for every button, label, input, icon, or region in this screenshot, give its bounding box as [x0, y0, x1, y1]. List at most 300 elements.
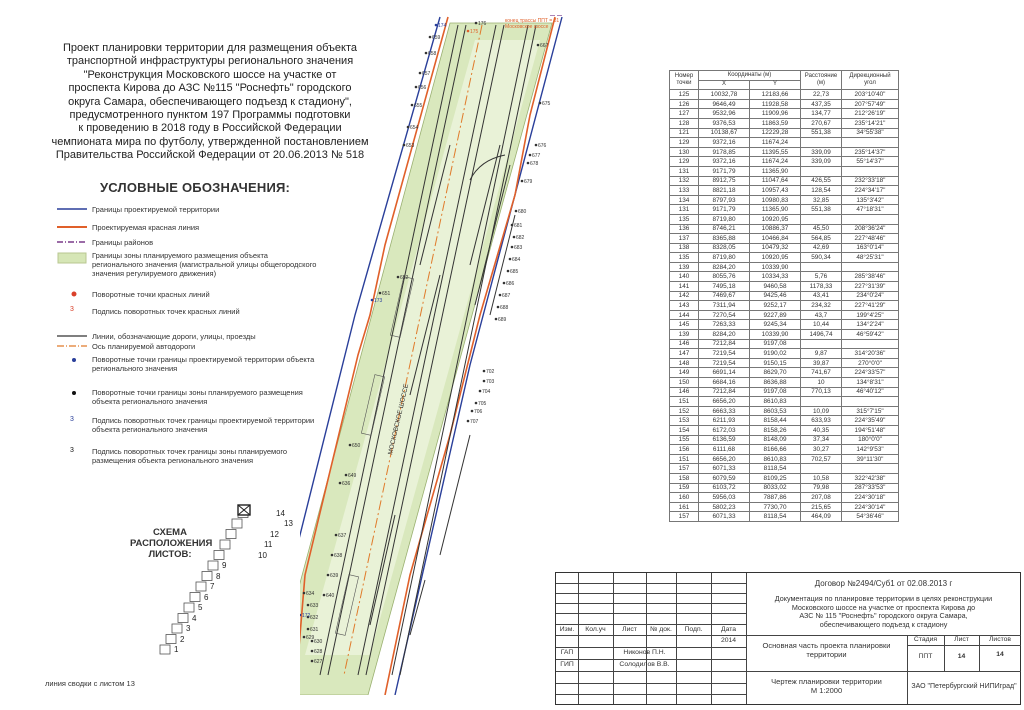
table-cell: 224°34'17": [842, 186, 899, 196]
legend-symbol-district-boundary: [57, 239, 87, 245]
table-cell: [842, 262, 899, 272]
table-cell: [801, 397, 842, 407]
map-point-label: 636: [342, 481, 351, 487]
table-cell: 132: [670, 176, 699, 186]
table-cell: 55°14'37": [842, 157, 899, 167]
table-cell: 151: [670, 397, 699, 407]
sheet-box: [184, 603, 194, 612]
table-row: [670, 473, 899, 483]
table-row: [670, 262, 899, 272]
table-cell: 7212,84: [699, 339, 750, 349]
table-cell: 6656,20: [699, 397, 750, 407]
map-point: [467, 420, 470, 423]
name-gap: Никонов П.Н.: [623, 649, 666, 656]
map-point: [331, 554, 334, 557]
table-cell: 163°0'14": [842, 243, 899, 253]
table-cell: 6071,33: [699, 464, 750, 474]
table-cell: 9190,02: [750, 349, 801, 359]
map-point-label: 679: [524, 179, 533, 185]
table-cell: 142: [670, 291, 699, 301]
table-cell: 30,27: [801, 445, 842, 455]
legend-text-project-boundary: Границы проектируемой территории: [92, 205, 220, 214]
table-row: [670, 493, 899, 503]
table-row: [670, 272, 899, 282]
organization: ЗАО "Петербургский НИПИград": [911, 683, 1017, 690]
table-cell: 10,58: [801, 473, 842, 483]
table-cell: 129: [670, 138, 699, 148]
table-row: [670, 214, 899, 224]
table-cell: 54°36'46": [842, 512, 899, 522]
table-cell: 8033,02: [750, 483, 801, 493]
table-cell: 224°33'57": [842, 368, 899, 378]
map-point: [345, 474, 348, 477]
col-dist: Расстояние (м): [801, 71, 842, 90]
table-row: [670, 454, 899, 464]
table-cell: 224°30'18": [842, 493, 899, 503]
table-cell: 8629,70: [750, 368, 801, 378]
table-cell: 10032,78: [699, 90, 750, 100]
map-point: [521, 180, 524, 183]
table-cell: 158: [670, 473, 699, 483]
table-cell: 157: [670, 464, 699, 474]
table-row: [670, 109, 899, 119]
sheet-number: 3: [186, 624, 191, 633]
table-cell: 140: [670, 272, 699, 282]
table-row: [670, 176, 899, 186]
map-point-label: 685: [510, 269, 519, 275]
table-cell: 126: [670, 99, 699, 109]
sheet-number: 14: [276, 508, 285, 518]
table-cell: 151: [670, 454, 699, 464]
planning-map: [300, 15, 570, 695]
table-cell: 11928,58: [750, 99, 801, 109]
legend-text-red-labels: Подпись поворотных точек красных линий: [92, 307, 240, 316]
legend-heading: УСЛОВНЫЕ ОБОЗНАЧЕНИЯ:: [100, 180, 291, 195]
table-cell: 235°14'21": [842, 118, 899, 128]
table-cell: 9197,08: [750, 387, 801, 397]
table-cell: 37,34: [801, 435, 842, 445]
table-row: [670, 118, 899, 128]
table-cell: 8284,20: [699, 262, 750, 272]
table-cell: 8365,88: [699, 234, 750, 244]
hdr-doc: № док.: [650, 626, 672, 633]
map-point-label: 689: [498, 317, 507, 323]
table-cell: 135: [670, 253, 699, 263]
map-point-label: 637: [338, 533, 347, 539]
table-row: [670, 483, 899, 493]
table-row: [670, 291, 899, 301]
table-cell: 287°33'53": [842, 483, 899, 493]
table-cell: 270,67: [801, 118, 842, 128]
table-cell: 135°3'42": [842, 195, 899, 205]
map-point: [467, 30, 470, 33]
table-cell: 131: [670, 166, 699, 176]
table-row: [670, 339, 899, 349]
table-cell: [801, 339, 842, 349]
map-point: [507, 270, 510, 273]
table-cell: 11047,64: [750, 176, 801, 186]
table-cell: 10920,95: [750, 214, 801, 224]
table-cell: 42,69: [801, 243, 842, 253]
map-point: [349, 444, 352, 447]
table-cell: 143: [670, 301, 699, 311]
role-gap: ГАП: [560, 649, 574, 656]
map-point-label: 639: [330, 573, 339, 579]
sheet-number: 10: [258, 550, 267, 560]
table-cell: 141: [670, 282, 699, 292]
map-point: [307, 628, 310, 631]
legend-symbol-red-line: [57, 224, 87, 230]
map-point: [511, 246, 514, 249]
map-point: [311, 650, 314, 653]
table-cell: [801, 138, 842, 148]
table-cell: 8610,83: [750, 454, 801, 464]
table-cell: 32,85: [801, 195, 842, 205]
table-row: [670, 320, 899, 330]
map-point: [419, 72, 422, 75]
map-point: [535, 144, 538, 147]
sheet-box: [190, 593, 200, 602]
table-row: [670, 205, 899, 215]
name-gip: Солодилов В.В.: [619, 661, 670, 668]
map-point: [435, 24, 438, 27]
table-cell: 7219,54: [699, 358, 750, 368]
table-cell: 147: [670, 349, 699, 359]
map-point: [303, 592, 306, 595]
table-cell: 9460,58: [750, 282, 801, 292]
table-cell: 232°33'18": [842, 176, 899, 186]
table-cell: 11674,24: [750, 157, 801, 167]
table-cell: 139: [670, 330, 699, 340]
table-cell: 135: [670, 214, 699, 224]
col-coords: Координаты (м): [699, 71, 801, 81]
sheet-number: 8: [216, 571, 221, 581]
legend-symbol-green-zone: [57, 252, 87, 264]
table-row: [670, 147, 899, 157]
sheet-number: 1: [174, 645, 179, 654]
table-cell: 227°31'39": [842, 282, 899, 292]
table-cell: 6656,20: [699, 454, 750, 464]
table-cell: 234,32: [801, 301, 842, 311]
table-cell: 10339,90: [750, 262, 801, 272]
map-point-label: 175: [470, 29, 479, 35]
table-cell: 157: [670, 512, 699, 522]
legend-symbol-blue-dot: [57, 356, 87, 364]
table-row: [670, 99, 899, 109]
table-cell: 551,38: [801, 128, 842, 138]
table-cell: 10334,33: [750, 272, 801, 282]
map-point-label: 630: [314, 639, 323, 645]
table-cell: 128: [670, 118, 699, 128]
map-point-label: 631: [310, 627, 319, 633]
sheet-number: 13: [284, 519, 293, 528]
map-point-label: 633: [310, 603, 319, 609]
table-cell: 156: [670, 445, 699, 455]
table-cell: 11395,55: [750, 147, 801, 157]
table-cell: 224°30'14": [842, 502, 899, 512]
map-point: [479, 390, 482, 393]
table-cell: 9,87: [801, 349, 842, 359]
table-cell: 148: [670, 358, 699, 368]
table-cell: 146: [670, 339, 699, 349]
map-point: [307, 604, 310, 607]
map-point: [327, 574, 330, 577]
table-row: [670, 368, 899, 378]
table-cell: 199°4'25": [842, 310, 899, 320]
table-row: [670, 186, 899, 196]
map-point: [499, 294, 502, 297]
legend-text-black-labels: Подпись поворотных точек границы зоны планируемого размещения объекта регионального значения: [92, 447, 288, 465]
table-cell: 8118,54: [750, 464, 801, 474]
legend-text-roads: Линии, обозначающие дороги, улицы, проезды: [92, 332, 256, 341]
sheet-box: [220, 540, 230, 549]
map-point-label: 703: [486, 379, 495, 385]
legend-symbol-black-dot: [57, 389, 87, 397]
table-cell: [842, 397, 899, 407]
table-cell: 155: [670, 435, 699, 445]
sheet-number: 11: [264, 540, 273, 549]
table-row: [670, 166, 899, 176]
table-cell: 203°10'40": [842, 90, 899, 100]
contract-number: Договор №2494/Суб1 от 02.08.2013 г: [814, 579, 953, 588]
map-point-label: 654: [410, 125, 419, 131]
table-cell: 6111,68: [699, 445, 750, 455]
table-cell: 142°9'53": [842, 445, 899, 455]
scheme-title: СХЕМА РАСПОЛОЖЕНИЯ ЛИСТОВ:: [130, 527, 213, 560]
legend-text-zone: Границы зоны планируемого размещения объекта регионального значения (магистральной улицы общегородского значения регулируемого движения): [92, 251, 317, 278]
table-cell: 8821,18: [699, 186, 750, 196]
table-row: [670, 138, 899, 148]
map-point-label: 677: [532, 153, 541, 159]
table-cell: 339,09: [801, 157, 842, 167]
map-point-label: 650: [352, 443, 361, 449]
table-cell: 137: [670, 234, 699, 244]
table-cell: 150: [670, 378, 699, 388]
map-point-label: 707: [470, 419, 479, 425]
table-cell: 315°7'15": [842, 406, 899, 416]
map-point-label: 688: [500, 305, 509, 311]
title-block: [555, 572, 1021, 705]
street-name: МОСКОВСКОЕ ШОССЕ: [387, 383, 411, 456]
table-cell: 39,87: [801, 358, 842, 368]
table-cell: 9646,49: [699, 99, 750, 109]
map-point: [483, 370, 486, 373]
table-cell: 8719,80: [699, 253, 750, 263]
table-cell: [801, 166, 842, 176]
table-cell: 6663,33: [699, 406, 750, 416]
map-point: [529, 154, 532, 157]
table-cell: 7730,70: [750, 502, 801, 512]
table-cell: 134,77: [801, 109, 842, 119]
table-cell: 79,98: [801, 483, 842, 493]
table-row: [670, 157, 899, 167]
map-point: [415, 86, 418, 89]
legend-symbol-blue-label: 3: [70, 416, 74, 423]
table-cell: 161: [670, 502, 699, 512]
table-cell: 6211,93: [699, 416, 750, 426]
map-point: [503, 282, 506, 285]
table-cell: 10138,67: [699, 128, 750, 138]
table-cell: 39°11'30": [842, 454, 899, 464]
map-point-label: 638: [334, 553, 343, 559]
map-point: [379, 292, 382, 295]
table-row: [670, 243, 899, 253]
sheet-box: [166, 635, 176, 644]
table-cell: 8166,66: [750, 445, 801, 455]
legend-text-district-boundary: Границы районов: [92, 238, 154, 247]
table-cell: [801, 214, 842, 224]
table-cell: 207°57'49": [842, 99, 899, 109]
map-point-label: 684: [512, 257, 521, 263]
table-cell: 339,09: [801, 147, 842, 157]
table-cell: 9376,53: [699, 118, 750, 128]
table-cell: 464,09: [801, 512, 842, 522]
sheet-box: [160, 645, 170, 654]
map-point-label: 675: [542, 101, 551, 107]
table-cell: 144: [670, 310, 699, 320]
table-cell: 153: [670, 416, 699, 426]
table-cell: [842, 138, 899, 148]
table-row: [670, 406, 899, 416]
map-point-label: 653: [406, 143, 415, 149]
map-point-label: 704: [482, 389, 491, 395]
legend-symbol-road-line: [57, 333, 87, 339]
table-cell: 10886,37: [750, 224, 801, 234]
table-cell: 9372,16: [699, 138, 750, 148]
legend-symbol-red-dot: [57, 290, 87, 298]
hdr-kol: Кол.уч: [585, 626, 606, 633]
map-point-label: 657: [422, 71, 431, 77]
table-cell: 9425,46: [750, 291, 801, 301]
map-point: [475, 22, 478, 25]
table-cell: 207,08: [801, 493, 842, 503]
sheet-number: 6: [204, 592, 209, 602]
table-cell: 702,57: [801, 454, 842, 464]
table-cell: 10,09: [801, 406, 842, 416]
map-point-label: 682: [516, 235, 525, 241]
table-cell: 48°25'31": [842, 253, 899, 263]
document-description: Документация по планировке территории в целях реконструкции Московского шоссе на участке от проспекта Кирова до АЗС № 115 "Роснефть" городского округа Самара, обеспечивающего подъезд к стадиону: [774, 594, 993, 629]
map-point-label: 652: [400, 275, 409, 281]
table-cell: 10980,83: [750, 195, 801, 205]
table-cell: [842, 464, 899, 474]
table-cell: 8912,75: [699, 176, 750, 186]
map-point: [497, 306, 500, 309]
map-point-label: 172: [302, 613, 311, 619]
sheet-number: 2: [180, 634, 185, 644]
table-row: [670, 234, 899, 244]
table-cell: 9171,79: [699, 166, 750, 176]
sheet-number: 4: [192, 613, 197, 623]
table-row: [670, 310, 899, 320]
table-row: [670, 512, 899, 522]
sheet-value: 14: [957, 653, 966, 660]
legend-text-blue-labels: Подпись поворотных точек границы проектируемой территории объекта регионального значения: [92, 416, 315, 434]
table-cell: 8284,20: [699, 330, 750, 340]
table-row: [670, 358, 899, 368]
map-point: [339, 482, 342, 485]
page-title: Проект планировки территории для размещения объекта транспортной инфраструктуры регионального значения "Реконструкция Московского шоссе на участке от проспекта Кирова до АЗС №115 "Роснефть" городского округа Самара, обеспечивающего подъезд к стадиону", предусмотренного пунктом 197 Программы подготовки к проведению в 2018 году в Российской Федерации чемпионата мира по футболу, утвержденной постановлением Правительства Российской Федерации от 20.06.2013 № 518: [51, 42, 369, 162]
legend-symbol-black-label: 3: [70, 447, 74, 454]
map-point-label: 649: [348, 473, 357, 479]
table-cell: 12229,28: [750, 128, 801, 138]
table-cell: 322°42'38": [842, 473, 899, 483]
map-point-label: 686: [506, 281, 515, 287]
table-cell: 285°38'46": [842, 272, 899, 282]
map-point: [471, 410, 474, 413]
hdr-stage: Стадия: [913, 636, 938, 643]
table-cell: 9245,34: [750, 320, 801, 330]
sheet-box: [208, 561, 218, 570]
col-y: Y: [750, 80, 801, 90]
table-cell: 314°20'36": [842, 349, 899, 359]
table-cell: 8158,44: [750, 416, 801, 426]
table-cell: 139: [670, 262, 699, 272]
table-row: [670, 397, 899, 407]
map-point-label: 705: [478, 401, 487, 407]
sheet-box: [232, 519, 242, 528]
table-cell: 6684,16: [699, 378, 750, 388]
table-cell: 22,73: [801, 90, 842, 100]
table-cell: 6103,72: [699, 483, 750, 493]
table-cell: 194°51'48": [842, 425, 899, 435]
table-cell: 152: [670, 406, 699, 416]
map-point: [335, 534, 338, 537]
table-cell: 149: [670, 368, 699, 378]
table-cell: 159: [670, 483, 699, 493]
hdr-list: Лист: [622, 626, 637, 633]
table-row: [670, 128, 899, 138]
table-cell: 11863,59: [750, 118, 801, 128]
hdr-sheet: Лист: [954, 636, 969, 643]
map-point-label: 629: [306, 635, 315, 641]
legend-text-road-axis: Ось планируемой автодороги: [92, 342, 196, 351]
hdr-sign: Подп.: [684, 626, 703, 633]
map-point: [509, 258, 512, 261]
map-point: [475, 402, 478, 405]
table-cell: 208°36'24": [842, 224, 899, 234]
table-row: [670, 330, 899, 340]
table-cell: 564,85: [801, 234, 842, 244]
sheet-number: 7: [210, 582, 215, 591]
map-point-label: 656: [418, 85, 427, 91]
sheet-box: [214, 551, 224, 560]
sheet-number: 12: [270, 529, 279, 539]
table-cell: 129: [670, 157, 699, 167]
map-point: [403, 144, 406, 147]
table-row: [670, 90, 899, 100]
table-row: [670, 387, 899, 397]
map-point-label: 667: [540, 43, 549, 49]
role-gip: ГИП: [560, 661, 574, 668]
map-point: [311, 660, 314, 663]
table-cell: 43,41: [801, 291, 842, 301]
table-cell: 8719,80: [699, 214, 750, 224]
table-cell: 9372,16: [699, 157, 750, 167]
table-cell: 9252,17: [750, 301, 801, 311]
map-point: [323, 594, 326, 597]
legend-text-blue-points: Поворотные точки границы проектируемой территории объекта регионального значения: [92, 355, 315, 373]
map-point: [429, 36, 432, 39]
table-cell: 133: [670, 186, 699, 196]
sheet-box: [178, 614, 188, 623]
table-cell: 741,67: [801, 368, 842, 378]
map-point: [303, 636, 306, 639]
legend-text-red-line: Проектируемая красная линия: [92, 223, 200, 232]
table-cell: 7469,67: [699, 291, 750, 301]
table-cell: 136: [670, 224, 699, 234]
table-cell: 131: [670, 205, 699, 215]
